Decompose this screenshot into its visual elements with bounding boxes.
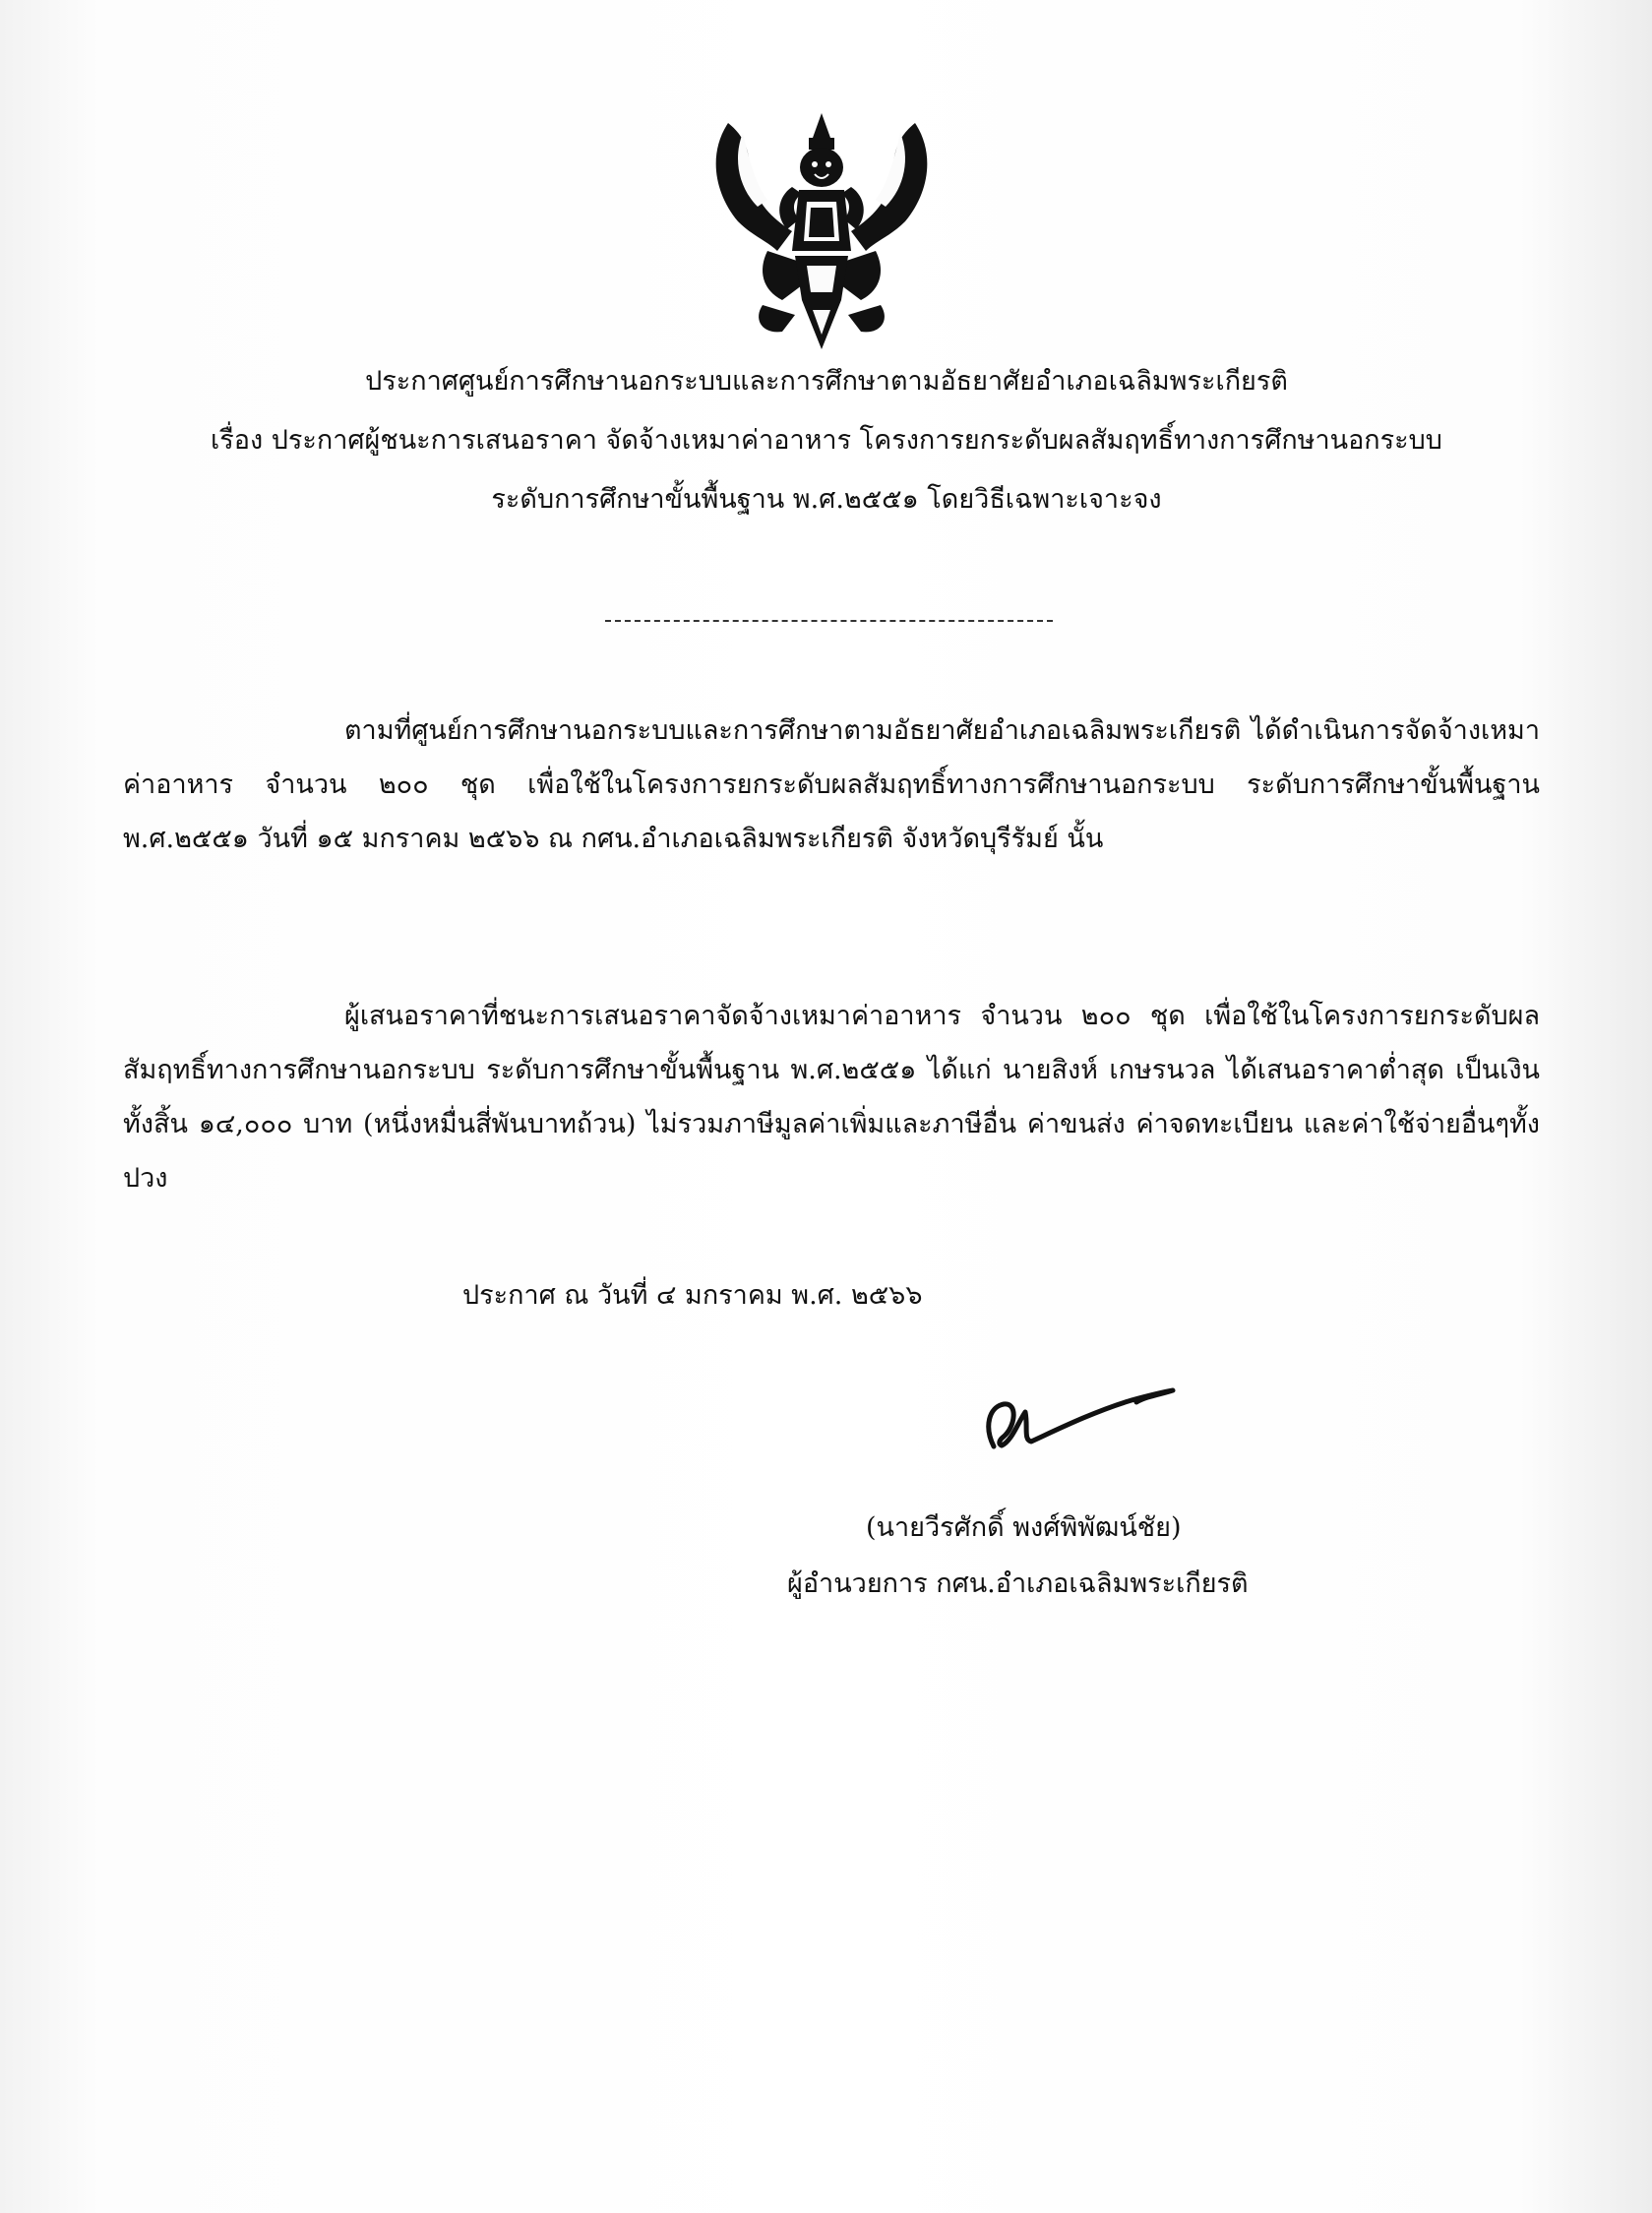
header-line-1: ประกาศศูนย์การศึกษานอกระบบและการศึกษาตามอัธยาศัยอำเภอเฉลิมพระเกียรติ (365, 366, 1288, 397)
divider (605, 620, 1053, 622)
body-paragraph-1: ตามที่ศูนย์การศึกษานอกระบบและการศึกษาตามอัธยาศัยอำเภอเฉลิมพระเกียรติ ได้ดำเนินการจัดจ้างเหมาค่าอาหาร จำนวน ๒๐๐ ชุด เพื่อใช้ในโครงการยกระดับผลสัมฤทธิ์ทางการศึกษานอกระบบ ระดับการศึกษาขั้นพื้นฐาน พ.ศ.๒๕๕๑ วันที่ ๑๕ มกราคม ๒๕๖๖ ณ กศน.อำเภอเฉลิมพระเกียรติ จังหวัดบุรีรัมย์ นั้น (123, 715, 1540, 854)
handwritten-signature-icon (964, 1373, 1181, 1461)
signer-name: (นายวีรศักดิ์ พงศ์พิพัฒน์ชัย) (866, 1512, 1182, 1543)
announcement-date: ประกาศ ณ วันที่ ๔ มกราคม พ.ศ. ๒๕๖๖ (462, 1280, 923, 1311)
header-line-3: ระดับการศึกษาขั้นพื้นฐาน พ.ศ.๒๕๕๑ โดยวิธีเฉพาะเจาะจง (491, 484, 1162, 515)
header-line-2: เรื่อง ประกาศผู้ชนะการเสนอราคา จัดจ้างเหมาค่าอาหาร โครงการยกระดับผลสัมฤทธิ์ทางการศึกษานอกระบบ (211, 425, 1442, 456)
signer-title: ผู้อำนวยการ กศน.อำเภอเฉลิมพระเกียรติ (787, 1568, 1249, 1599)
body-paragraph-2: ผู้เสนอราคาที่ชนะการเสนอราคาจัดจ้างเหมาค่าอาหาร จำนวน ๒๐๐ ชุด เพื่อใช้ในโครงการยกระดับผลสัมฤทธิ์ทางการศึกษานอกระบบ ระดับการศึกษาขั้นพื้นฐาน พ.ศ.๒๕๕๑ ได้แก่ นายสิงห์ เกษรนวล ได้เสนอราคาต่ำสุด เป็นเงินทั้งสิ้น ๑๔,๐๐๐ บาท (หนึ่งหมื่นสี่พันบาทถ้วน) ไม่รวมภาษีมูลค่าเพิ่มและภาษีอื่น ค่าขนส่ง ค่าจดทะเบียน และค่าใช้จ่ายอื่นๆทั้งปวง (123, 1001, 1540, 1194)
garuda-emblem-icon (708, 113, 935, 349)
